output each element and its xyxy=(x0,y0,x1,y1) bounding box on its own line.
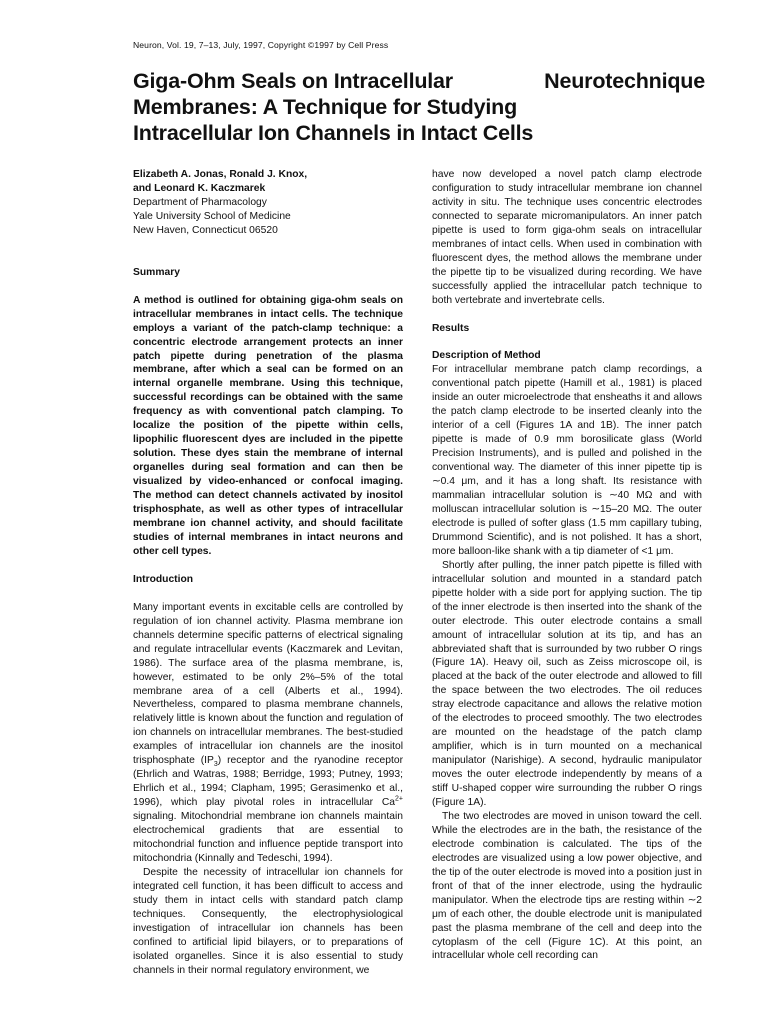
summary-heading: Summary xyxy=(133,266,180,278)
intro-p1-part-a: Many important events in excitable cells are controlled by regulation of ion channel activity. Plasma membrane ion channels determine specific patterns of electrical signaling and regulate intracellular events (Kaczmarek and Levitan, 1986). The surface area of the plasma membrane, is, however, estimated to be only 2%–5% of the total membrane area of a cell (Alberts et al., 1994). Nevertheless, compared to plasma membrane channels, relatively little is known about the function and regulation of ion channels on intracellular membranes. The best-studied examples of intracellular ion channels are the inositol trisphosphate (IP xyxy=(133,601,403,767)
affiliation-line-1: Department of Pharmacology xyxy=(133,196,267,208)
title-line-3: Intracellular Ion Channels in Intact Cells xyxy=(133,121,534,145)
title-line-2: Membranes: A Technique for Studying xyxy=(133,95,518,119)
right-column xyxy=(432,168,702,963)
authors-line-2: and Leonard K. Kaczmarek xyxy=(133,182,266,194)
results-paragraph-1: For intracellular membrane patch clamp recordings, a conventional patch pipette (Hamill et al., 1981) is placed inside an outer microelectrode that ensheaths it and allows the patch clamp electrode to be inserted cleanly into the interior of a cell (Figures 1A and 1B). The inner patch pipette is made of 0.9 mm borosilicate glass (World Precision Instruments), and is pulled and polished in the conventional way. The diameter of this inner pipette tip is ∼0.4 μm, and it has a long shaft. Its resistance with mammalian intracellular solution is ∼40 MΩ and with molluscan intracellular solution is ∼15–20 MΩ. The outer electrode is pulled of softer glass (1.5 mm capillary tubing, Drummond Scientific), and is not polished. It has a short, more balloon-like shank with a tip diameter of <1 μm. xyxy=(432,364,702,557)
affiliation-line-2: Yale University School of Medicine xyxy=(133,210,291,222)
intro-p1-part-b: ) receptor and the ryanodine receptor (Ehrlich and Watras, 1988; Berridge, 1993; Putney, 1993; Ehrlich et al., 1994; Clapham, 1995; Gerasimenko et al., 1996), which play pivotal roles in intracellular Ca xyxy=(133,755,404,809)
journal-citation: Neuron, Vol. 19, 7–13, July, 1997, Copyright ©1997 by Cell Press xyxy=(133,40,389,50)
intro-p1-superscript: 2+ xyxy=(395,795,403,803)
left-column xyxy=(133,168,403,978)
intro-p1-subscript: 3 xyxy=(213,761,218,769)
introduction-heading: Introduction xyxy=(133,573,194,585)
intro-p1-part-c: signaling. Mitochondrial membrane ion channels maintain electrochemical gradients that are essential to mitochondrial function and influence peptide transport into mitochondria (Kinnally and Tedeschi, 1994). xyxy=(133,811,403,864)
method-subheading: Description of Method xyxy=(432,350,541,362)
introduction-paragraph-1 xyxy=(133,601,403,866)
title-line-1: Giga-Ohm Seals on Intracellular xyxy=(133,69,453,93)
results-paragraph-3: The two electrodes are moved in unison toward the cell. While the electrodes are in the bath, the resistance of the electrode combination is calculated. The tips of the electrodes are visualized using a low power objective, and the tip of the outer electrode is moved into a position just in front of that of the inner electrode, using the hydraulic manipulator. When the electrode tips are resting within ∼2 μm of each other, the double electrode unit is manipulated past the plasma membrane of the cell and deep into the cytoplasm of the cell (Figure 1C). At this point, an intracellular whole cell recording can xyxy=(432,810,702,962)
section-label: Neurotechnique xyxy=(544,69,705,93)
introduction-continued: have now developed a novel patch clamp electrode configuration to study intracellular membrane ion channel activity in situ. The technique uses concentric electrodes connected to separate micromanipulators. An inner patch pipette is used to form giga-ohm seals on intracellular membranes of intact cells. When used in combination with fluorescent dyes, the method allows the membrane under the pipette tip to be visualized during recording. We have successfully applied the intracellular patch technique to both vertebrate and invertebrate cells. xyxy=(432,169,702,306)
summary-text: A method is outlined for obtaining giga-ohm seals on intracellular membranes in intact cells. The technique employs a variant of the patch-clamp technique: a concentric electrode arrangement protects an inner patch pipette during penetration of the plasma membrane, after which a seal can be formed on an internal organelle membrane. Using this technique, successful recordings can be obtained with the same frequency as with conventional patch clamping. To localize the position of the pipette within cells, lipophilic fluorescent dyes are included in the pipette solution. These dyes stain the membrane of internal organelles during seal formation and can then be visualized by video-enhanced or confocal imaging. The method can detect channels activated by inositol trisphosphate, as well as other types of intracellular membrane ion channel activity, and should facilitate studies of internal membranes in intact neurons and other cell types. xyxy=(133,294,403,557)
article-title xyxy=(133,68,705,146)
affiliation-line-3: New Haven, Connecticut 06520 xyxy=(133,224,278,236)
authors-line-1: Elizabeth A. Jonas, Ronald J. Knox, xyxy=(133,169,308,180)
results-paragraph-2: Shortly after pulling, the inner patch pipette is filled with intracellular solution and mounted in a standard patch pipette holder with a side port for applying suction. The tip of the inner electrode is then inserted into the shank of the outer electrode. This outer electrode contains a small amount of intracellular solution at its tip, and has an abbreviated shaft that is surrounded by two rubber O rings (Figure 1A). Heavy oil, such as Zeiss microscope oil, is placed at the back of the outer electrode and allowed to fill the space between the two electrodes. The oil reduces stray electrode capacitance and allows the relative motion of the electrodes to proceed smoothly. The two electrodes are mounted on the headstage of the patch clamp amplifier, which is in turn mounted on a mechanical manipulator (Narishige). A second, hydraulic manipulator moves the outer electrode independently by means of a stiff U-shaped copper wire surrounding the rubber O rings (Figure 1A). xyxy=(432,559,702,808)
results-heading: Results xyxy=(432,322,470,334)
introduction-paragraph-2: Despite the necessity of intracellular ion channels for integrated cell function, it has been difficult to access and study them in intact cells with standard patch clamp techniques. Consequently, the electrophysiological investigation of intracellular ion channels has been confined to artificial lipid bilayers, or to preparations of isolated organelles. Since it is also essential to study channels in their normal regulatory environment, we xyxy=(133,866,403,976)
